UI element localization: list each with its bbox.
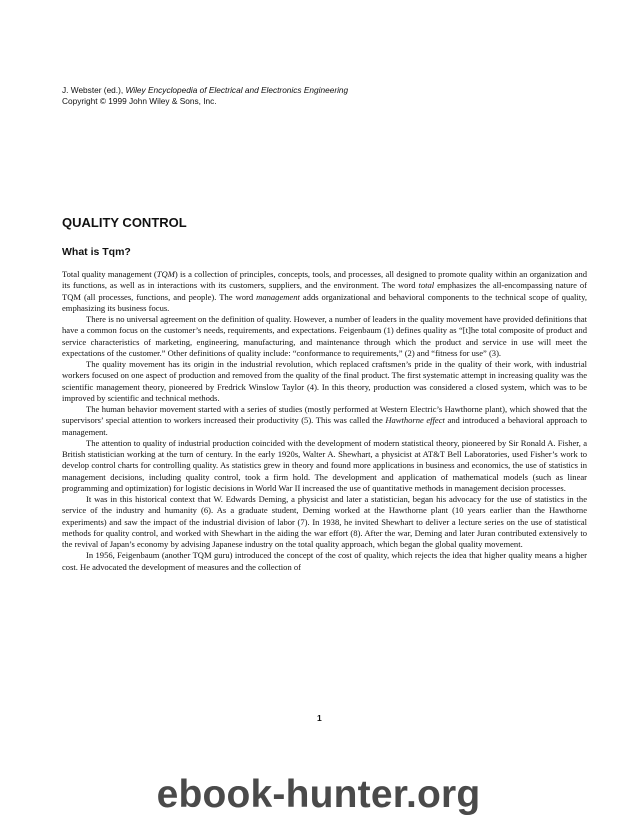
emphasis-text: total (418, 280, 435, 291)
body-paragraph (62, 438, 587, 494)
emphasis-text: TQM (156, 269, 175, 279)
body-paragraph (62, 550, 587, 573)
citation-editor: J. Webster (ed.), (62, 85, 126, 95)
watermark: ebook-hunter.org (156, 773, 481, 816)
paragraph-text: ) is a collection of principles, concepts, tools, and processes, all designed to promote quality within an organization and its functions, as well as in interactions with its customers, suppliers, and the environment. The word (62, 269, 587, 291)
paragraph-text: It was in this historical context that W. Edwards Deming, a physicist and later a statistician, began his advocacy for the use of statistics in the service of the industry and humanity (6). As a graduate student, Deming worked at the Hawthorne plant (10 years earlier than the Hawthorne experiments) and saw the impact of the industrial division of labor (7). In 1938, he invited Shewhart to deliver a lecture series on the use of statistical methods for quality control, and worked with Shewhart in the aiding the war effort (8). After the war, Deming and later Juran contributed extensively to the revival of Japan’s economy by advising Japanese industry on the total quality approach, which began the global quality movement. (62, 494, 587, 549)
body-paragraph (62, 359, 587, 404)
citation-book-title: Wiley Encyclopedia of Electrical and Electronics Engineering (125, 85, 349, 95)
copyright-line: Copyright © 1999 John Wiley & Sons, Inc. (62, 96, 217, 106)
paragraph-text: The human behavior movement started with a series of studies (mostly performed at Western Electric’s Hawthorne plant), which showed that the supervisors’ special attention to workers increased their productivity (5). This was called the (62, 404, 587, 426)
emphasis-text: Hawthorne effect (385, 415, 445, 426)
body-paragraph (62, 269, 587, 314)
paragraph-text: adds organizational and behavioral components to the technical scope of quality, emphasizing its business focus. (62, 291, 587, 313)
article-title: QUALITY CONTROL (62, 215, 187, 230)
body-paragraph (62, 494, 587, 550)
body-paragraph (62, 314, 587, 359)
paragraph-text: In 1956, Feigenbaum (another TQM guru) introduced the concept of the cost of quality, which rejects the idea that higher quality means a higher cost. He advocated the development of measures and the collection of (62, 550, 587, 572)
emphasis-text: management (256, 291, 300, 302)
section-heading: What is Tqm? (62, 246, 131, 258)
page-number: 1 (317, 713, 322, 723)
citation-line (62, 85, 582, 96)
paragraph-text: emphasizes the all-encompassing nature of TQM (all processes, functions, and people). The word (62, 280, 587, 302)
paragraph-text: Total quality management ( (62, 269, 157, 279)
paragraph-text: The quality movement has its origin in the industrial revolution, which replaced craftsmen’s pride in the quality of their work, with industrial workers focused on one aspect of production and removed from the quality of the final product. The first systematic attempt in increasing quality was the scientific management theory, pioneered by Fredrick Winslow Taylor (4). In this theory, production was considered a closed system, which was to be improved by scientific and technical methods. (62, 359, 587, 403)
paragraph-text: There is no universal agreement on the definition of quality. However, a number of leaders in the quality movement have provided definitions that have a common focus on the customer’s needs, requirements, and expectations. Feigenbaum (1) defines quality as “[t]he total composite of product and service characteristics of marketing, engineering, manufacturing, and maintenance through which the product and service in use will meet the expectations of the customer.” Other definitions of quality include: “conformance to requirements,” (2) and “fitness for use” (3). (62, 314, 587, 358)
paragraph-text: The attention to quality of industrial production coincided with the development of modern statistical theory, pioneered by Sir Ronald A. Fisher, a British statistician working at the turn of century. In the early 1920s, Walter A. Shewhart, a physicist at AT&T Bell Laboratories, used Fisher’s work to develop control charts for controlling quality. As statistics grew in theory and found more applications in business and economics, the use of statistics in management decisions, including quality control, took a firm hold. The development and application of mathematical models (such as linear programming and optimization) for logistic decisions in World War II increased the use of quantitative methods in management decision processes. (62, 437, 587, 493)
article-body (62, 269, 587, 573)
citation-header (62, 85, 582, 107)
body-paragraph (62, 404, 587, 438)
paragraph-text: and introduced a behavioral approach to management. (62, 415, 587, 437)
